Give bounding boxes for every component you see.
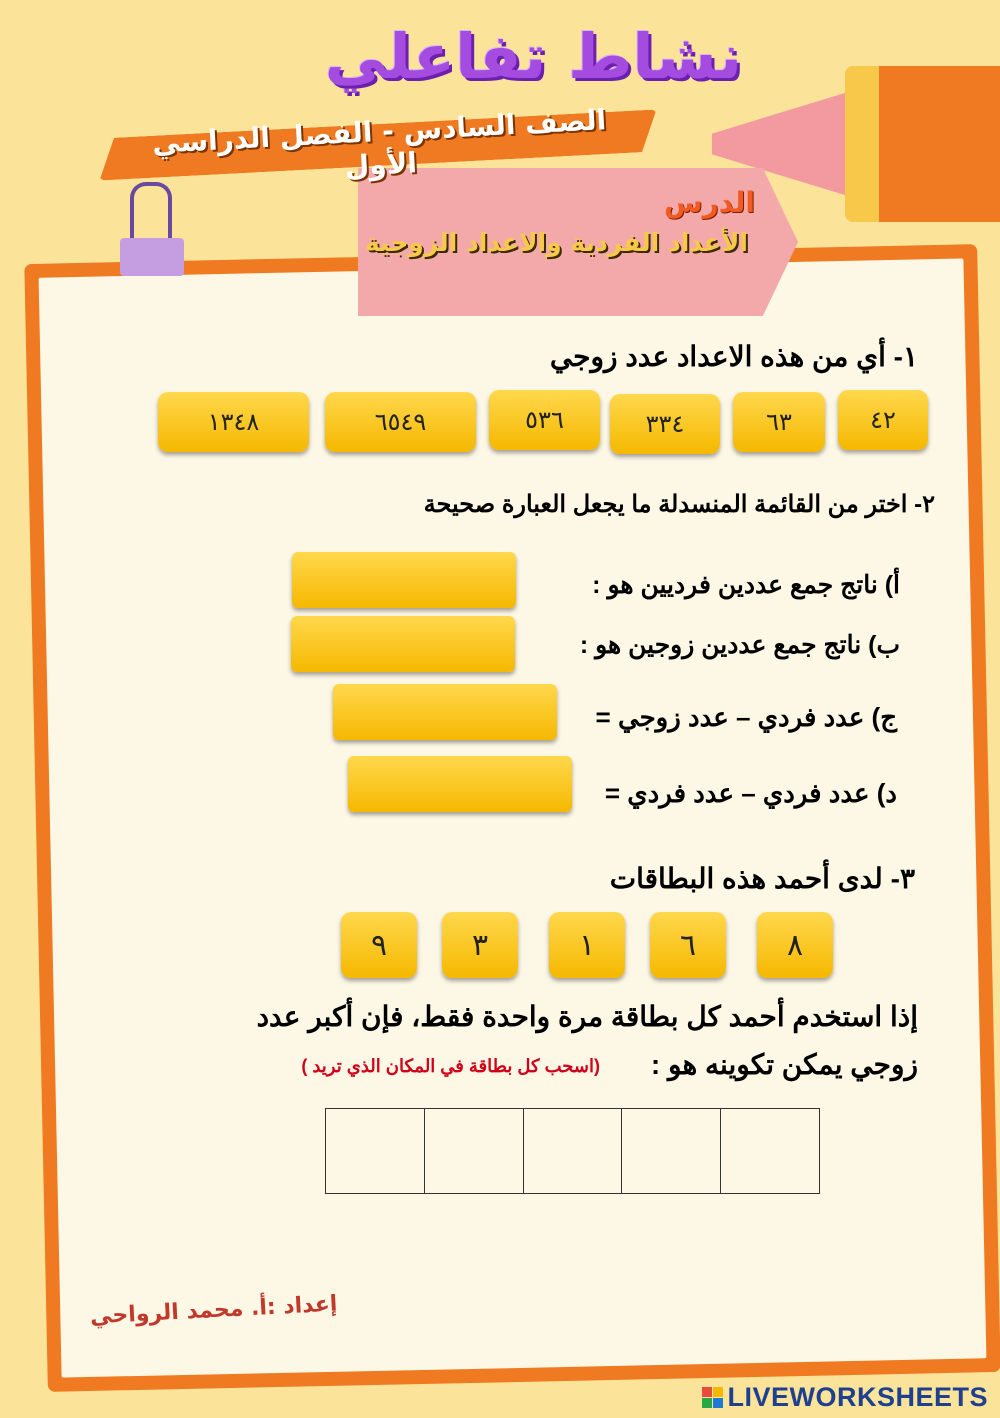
q3-number-card[interactable]: ٦ bbox=[650, 912, 726, 978]
q3-instruction-line-1: إذا استخدم أحمد كل بطاقة مرة واحدة فقط، فإن أكبر عدد bbox=[256, 1001, 918, 1032]
q1-option-button[interactable]: ٣٣٤ bbox=[610, 394, 720, 454]
q3-drop-slot[interactable] bbox=[721, 1109, 819, 1193]
q1-option-button[interactable]: ٦٣ bbox=[733, 392, 825, 452]
q2-dropdown-b[interactable] bbox=[291, 616, 515, 672]
liveworksheets-logo bbox=[702, 1382, 988, 1413]
q2-statement-c: ج) عدد فردي – عدد زوجي = bbox=[595, 702, 897, 732]
lesson-name: الأعداد الفردية والاعداد الزوجية bbox=[364, 228, 748, 257]
binder-clip-body bbox=[120, 238, 184, 276]
liveworksheets-brand: LIVEWORKSHEETS bbox=[727, 1382, 988, 1412]
highlighter-band bbox=[845, 66, 879, 222]
q1-option-button[interactable]: ٥٣٦ bbox=[489, 390, 600, 450]
q3-instruction-line-2: زوجي يمكن تكوينه هو : bbox=[650, 1049, 918, 1080]
question-2-text: ٢- اختر من القائمة المنسدلة ما يجعل العبارة صحيحة bbox=[423, 491, 935, 518]
q3-drop-slot[interactable] bbox=[326, 1109, 425, 1193]
grade-label: الصف السادس - الفصل الدراسي الأول bbox=[151, 103, 607, 183]
q3-drop-slot[interactable] bbox=[622, 1109, 721, 1193]
q3-drop-slot[interactable] bbox=[524, 1109, 623, 1193]
q2-dropdown-d[interactable] bbox=[348, 756, 572, 812]
page-title: نشاط تفاعلي bbox=[324, 20, 742, 93]
q2-statement-b: ب) ناتج جمع عددين زوجين هو : bbox=[579, 631, 900, 659]
liveworksheets-logo-icon bbox=[702, 1387, 723, 1408]
q1-option-button[interactable]: ٦٥٤٩ bbox=[325, 392, 476, 452]
q3-answer-slots bbox=[325, 1108, 820, 1194]
q2-dropdown-a[interactable] bbox=[292, 552, 516, 608]
q2-statement-a: أ) ناتج جمع عددين فرديين هو : bbox=[592, 571, 900, 599]
q1-option-button[interactable]: ١٣٤٨ bbox=[158, 392, 309, 452]
q1-option-button[interactable]: ٤٢ bbox=[838, 390, 928, 450]
q3-number-card[interactable]: ١ bbox=[549, 912, 625, 978]
q3-drag-hint: (اسحب كل بطاقة في المكان الذي تريد ) bbox=[301, 1056, 600, 1076]
q3-number-card[interactable]: ٨ bbox=[757, 912, 833, 978]
q2-dropdown-c[interactable] bbox=[333, 684, 557, 740]
author-credit: إعداد :أ. محمد الرواحي bbox=[89, 1291, 339, 1330]
q3-number-card[interactable]: ٩ bbox=[341, 912, 417, 978]
q2-statement-d: د) عدد فردي – عدد فردي = bbox=[604, 778, 897, 808]
question-3-text: ٣- لدى أحمد هذه البطاقات bbox=[609, 863, 915, 894]
q3-drop-slot[interactable] bbox=[425, 1109, 524, 1193]
question-1-text: ١- أي من هذه الاعداد عدد زوجي bbox=[549, 341, 918, 372]
lesson-label: الدرس bbox=[663, 186, 755, 219]
q3-number-card[interactable]: ٣ bbox=[442, 912, 518, 978]
